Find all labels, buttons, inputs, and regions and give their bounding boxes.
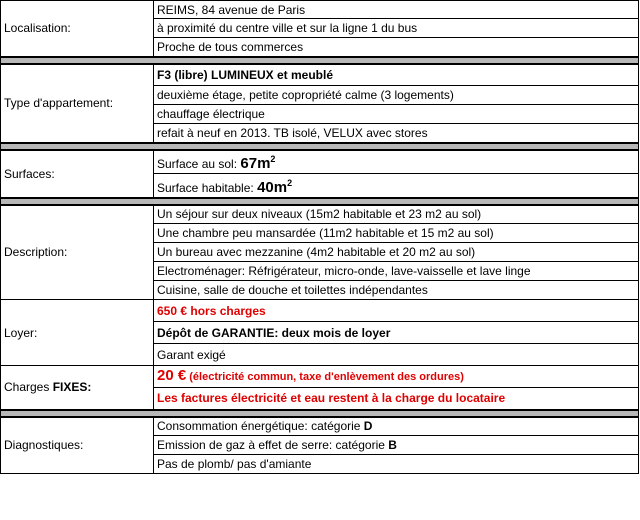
type-headline: F3 (libre) LUMINEUX et meublé bbox=[154, 64, 639, 86]
separator bbox=[1, 410, 639, 417]
separator bbox=[1, 57, 639, 64]
charges-note: Les factures électricité et eau restent à la charge du locataire bbox=[154, 388, 639, 410]
surface-habitable bbox=[154, 174, 639, 198]
type-row bbox=[1, 64, 639, 86]
description-cuisine: Cuisine, salle de douche et toilettes indépendantes bbox=[154, 281, 639, 300]
loyer-row bbox=[1, 300, 639, 322]
loyer-label: Loyer: bbox=[1, 300, 154, 366]
localisation-proximity: à proximité du centre ville et sur la ligne 1 du bus bbox=[154, 19, 639, 38]
diagnostiques-row bbox=[1, 417, 639, 436]
diagnostic-energie: Consommation énergétique: catégorie D bbox=[154, 417, 639, 436]
localisation-address: REIMS, 84 avenue de Paris bbox=[154, 1, 639, 19]
localisation-label: Localisation: bbox=[1, 1, 154, 57]
localisation-row bbox=[1, 1, 639, 19]
surfaces-label: Surfaces: bbox=[1, 150, 154, 198]
surfaces-row bbox=[1, 150, 639, 174]
description-label: Description: bbox=[1, 205, 154, 300]
loyer-deposit: Dépôt de GARANTIE: deux mois de loyer bbox=[154, 322, 639, 344]
separator bbox=[1, 143, 639, 150]
loyer-guarantor: Garant exigé bbox=[154, 344, 639, 366]
surface-hab-prefix: Surface habitable: bbox=[157, 180, 258, 195]
type-label: Type d'appartement: bbox=[1, 64, 154, 143]
surface-sol-prefix: Surface au sol: bbox=[157, 157, 241, 172]
surface-sol-value: $67m^2$ bbox=[240, 154, 276, 173]
charges-label: Charges FIXES: bbox=[1, 366, 154, 410]
charges-row bbox=[1, 366, 639, 388]
diagnostiques-label: Diagnostiques: bbox=[1, 417, 154, 474]
diagnostic-plomb: Pas de plomb/ pas d'amiante bbox=[154, 455, 639, 474]
type-floor: deuxième étage, petite copropriété calme (3 logements) bbox=[154, 86, 639, 105]
description-sejour: Un séjour sur deux niveaux (15m2 habitable et 23 m2 au sol) bbox=[154, 205, 639, 224]
charges-amount: 20 € (électricité commun, taxe d'enlèvement des ordures) bbox=[154, 366, 639, 388]
type-renovation: refait à neuf en 2013. TB isolé, VELUX avec stores bbox=[154, 124, 639, 143]
description-row bbox=[1, 205, 639, 224]
diagnostic-gaz: Emission de gaz à effet de serre: catégorie B bbox=[154, 436, 639, 455]
description-chambre: Une chambre peu mansardée (11m2 habitable et 15 m2 au sol) bbox=[154, 224, 639, 243]
localisation-shops: Proche de tous commerces bbox=[154, 38, 639, 57]
separator bbox=[1, 198, 639, 205]
type-heating: chauffage électrique bbox=[154, 105, 639, 124]
loyer-amount: 650 € hors charges bbox=[154, 300, 639, 322]
surface-sol bbox=[154, 150, 639, 174]
description-electromenager: Electroménager: Réfrigérateur, micro-onde, lave-vaisselle et lave linge bbox=[154, 262, 639, 281]
description-bureau: Un bureau avec mezzanine (4m2 habitable et 20 m2 au sol) bbox=[154, 243, 639, 262]
surface-hab-value: $40m^2$ bbox=[257, 177, 293, 196]
